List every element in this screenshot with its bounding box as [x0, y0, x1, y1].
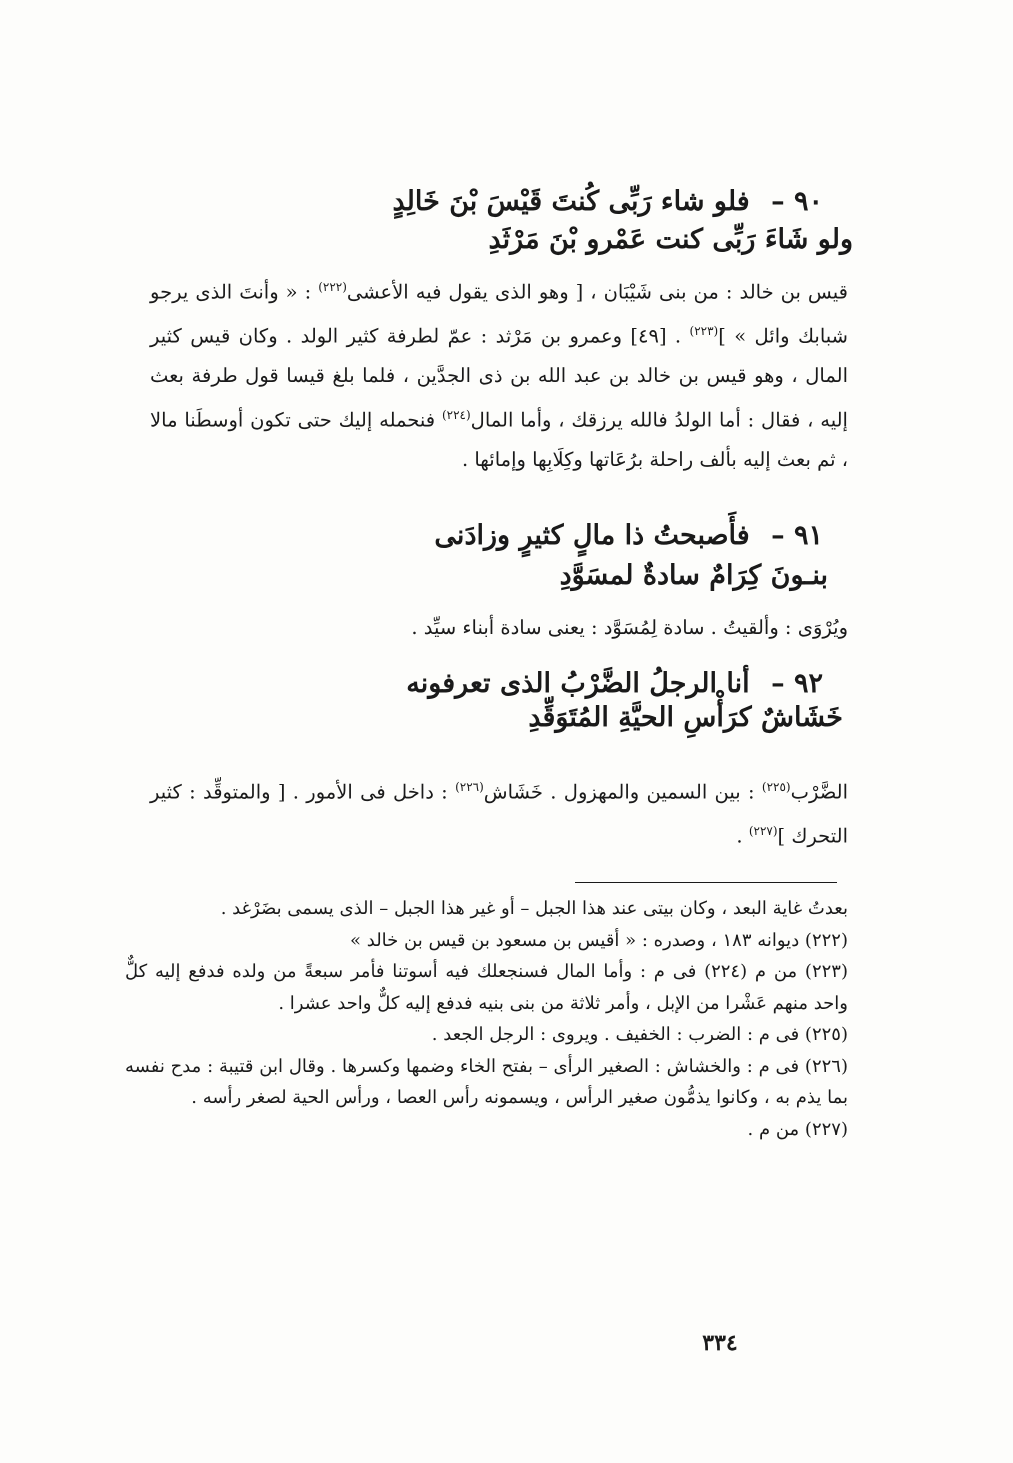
commentary-paragraph: ويُرْوَى : وألقيتُ . سادة لِمُسَوَّد : يعنى سادة أبناء سيِّد .	[411, 616, 848, 639]
footnote-222: (٢٢٢) ديوانه ١٨٣ ، وصدره : « أقيس بن مسعود بن قيس بن خالد »	[350, 929, 848, 951]
footnote-ref: (٢٢٦)	[455, 780, 484, 794]
footnote-ref: (٢٢٣)	[689, 324, 719, 338]
commentary-paragraph	[150, 768, 848, 856]
commentary-text: . [٤٩] وعمرو بن مَرْثد : عمّ لطرفة كثير الولد . وكان قيس كثير المال ، وهو قيس بن خالد بن عبد الله بن ذى الجدَّين ، فلما بلغ قيسا قول طرفة بعث إليه ، فقال : أما الولدُ فالله يرزقك ، وأما المال	[150, 324, 848, 431]
verse-92-first-hemistich	[406, 668, 823, 699]
footnote-carryover: بعدتُ غاية البعد ، وكان بيتى عند هذا الجبل – أو غير هذا الجبل – الذى يسمى بضَرْغد .	[220, 898, 848, 919]
verse-91-first-hemistich	[434, 520, 823, 551]
verse-90-first-hemistich	[393, 186, 824, 217]
commentary-paragraph	[150, 268, 848, 479]
verse-number: ٩٢ –	[771, 668, 823, 699]
verse-91-second-hemistich: بنـونَ كِرَامٌ سادةٌ لمسَوَّدِ	[559, 560, 828, 591]
verse-number: ٩٠ –	[771, 186, 823, 217]
footnote-ref: (٢٢٤)	[441, 407, 471, 422]
commentary-text: .	[736, 824, 749, 848]
hemistich-text: فلو شاء رَبِّى كُنتَ قَيْسَ بْنَ خَالِدٍ	[392, 186, 750, 217]
commentary-verse-90	[150, 268, 848, 479]
footnote-ref: (٢٢٢)	[318, 280, 347, 294]
verse-92-second-hemistich: خَشَاشٌ كرَأْسِ الحيَّةِ المُتَوَقِّدِ	[528, 702, 843, 733]
footnote-divider	[575, 882, 837, 883]
commentary-text: الضَّرْب	[790, 780, 848, 804]
footnote-227: (٢٢٧) من م .	[747, 1118, 848, 1140]
footnote-226: (٢٢٦) فى م : والخشاش : الصغير الرأى – بفتح الخاء وضمها وكسرها . وقال ابن قتيبة : مدح نفسه بما يذم به ، وكانوا يذمُّون صغير الرأس ، ويسمونه رأس العصا ، ورأس الحية لصغر رأسه .	[125, 1055, 848, 1108]
verse-90-second-hemistich: ولو شَاءَ رَبِّى كنت عَمْرو بْنَ مَرْثَدِ	[488, 224, 853, 255]
commentary-text: فنحمله إليك حتى تكون أوسطَنا مالا ، ثم بعث إليه بألف راحلة برُعَاتها وكِلَابِها وإمائها .	[150, 408, 848, 471]
commentary-text: : « وأنتَ الذى يرجو شبابك وائل » ]	[150, 280, 848, 348]
footnote-223-224: (٢٢٣) من م (٢٢٤) فى م : وأما المال فسنجعلك فيه أسوتنا فأمر سبعةً من ولده فدفع إليه كلٌّ واحد منهم عَشْرا من الإبل ، وأمر ثلاثة من بنى بنيه فدفع إليه كلٌّ واحد عشرا .	[125, 961, 848, 1014]
commentary-text: قيس بن خالد : من بنى شَيْبَان ، [ وهو الذى يقول فيه الأعشى	[346, 280, 849, 304]
commentary-text: : بين السمين والمهزول . خَشَاش	[483, 780, 762, 804]
footnotes	[125, 893, 848, 1145]
hemistich-text: أنا الرجلُ الضَّرْبُ الذى تعرفونه	[406, 668, 750, 699]
verse-number: ٩١ –	[771, 520, 823, 551]
commentary-text: : داخل فى الأمور . [ والمتوقِّد : كثير التحرك ]	[150, 780, 848, 848]
page-number: ٣٣٤	[702, 1330, 738, 1356]
footnote-ref: (٢٢٥)	[761, 780, 791, 794]
footnote-ref: (٢٢٧)	[748, 824, 778, 838]
commentary-verse-92	[150, 768, 848, 856]
hemistich-text: فأَصبحتُ ذا مالٍ كثيرٍ وزادَنى	[434, 520, 750, 551]
commentary-verse-91	[150, 608, 848, 648]
footnote-225: (٢٢٥) فى م : الضرب : الخفيف . ويروى : الرجل الجعد .	[431, 1024, 848, 1045]
